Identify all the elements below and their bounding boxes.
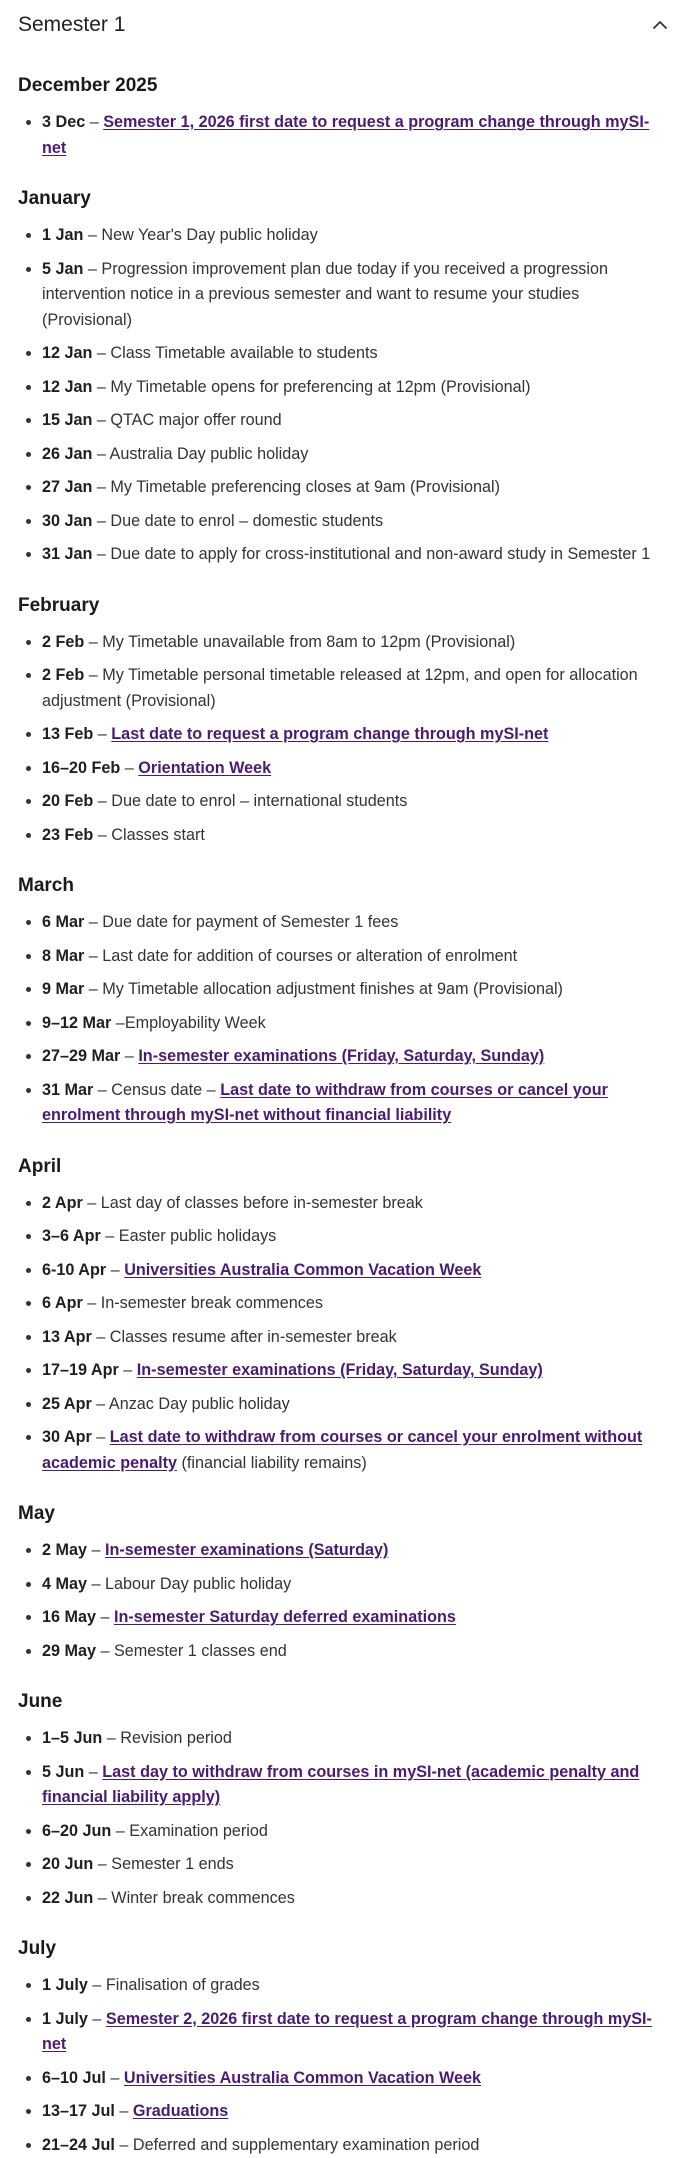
- event-text: In-semester break commences: [101, 1294, 323, 1312]
- event-separator: –: [92, 1428, 110, 1446]
- event-text: My Timetable opens for preferencing at 12pm (Provisional): [110, 378, 530, 396]
- event-separator: –: [83, 1294, 101, 1312]
- event-separator: –: [115, 2136, 133, 2154]
- event-date: 21–24 Jul: [42, 2136, 115, 2154]
- event-date: 13 Feb: [42, 725, 93, 743]
- event-item: [42, 442, 669, 468]
- event-item: [42, 1639, 669, 1665]
- event-text: My Timetable personal timetable released at 12pm, and open for allocation adjustment (Provisional): [42, 666, 638, 710]
- event-text: Revision period: [120, 1729, 232, 1747]
- event-link[interactable]: In-semester examinations (Friday, Saturday, Sunday): [137, 1361, 543, 1379]
- event-text: Progression improvement plan due today if you received a progression intervention notice in a previous semester and want to resume your studies (Provisional): [42, 260, 608, 329]
- month-heading: February: [18, 594, 669, 618]
- event-item: [42, 2066, 669, 2092]
- month-heading: July: [18, 1937, 669, 1961]
- event-date: 1 July: [42, 2010, 88, 2028]
- event-text: Examination period: [129, 1822, 268, 1840]
- event-link[interactable]: Last date to withdraw from courses or cancel your enrolment without academic penalty: [42, 1428, 642, 1472]
- event-date: 13–17 Jul: [42, 2102, 115, 2120]
- event-list: [18, 630, 669, 849]
- event-date: 9 Mar: [42, 980, 84, 998]
- event-link[interactable]: Last date to request a program change through mySI-net: [111, 725, 548, 743]
- event-separator: –: [96, 1642, 114, 1660]
- event-date: 29 May: [42, 1642, 96, 1660]
- event-item: [42, 1325, 669, 1351]
- event-separator: –: [115, 2102, 133, 2120]
- event-text: Australia Day public holiday: [110, 445, 309, 463]
- event-separator: –: [84, 947, 102, 965]
- event-date: 16 May: [42, 1608, 96, 1626]
- event-date: 1–5 Jun: [42, 1729, 102, 1747]
- event-text: Winter break commences: [111, 1889, 295, 1907]
- event-text: Due date to enrol – domestic students: [110, 512, 383, 530]
- event-list: [18, 1973, 669, 2158]
- event-date: 4 May: [42, 1575, 87, 1593]
- event-date: 9–12 Mar: [42, 1014, 111, 1032]
- event-separator: –: [92, 1328, 110, 1346]
- event-link[interactable]: In-semester Saturday deferred examinations: [114, 1608, 456, 1626]
- event-separator: –: [87, 1541, 105, 1559]
- event-item: [42, 2133, 669, 2158]
- event-date: 1 Jan: [42, 226, 83, 244]
- event-item: [42, 1538, 669, 1564]
- event-link[interactable]: Graduations: [133, 2102, 228, 2120]
- event-date: 12 Jan: [42, 344, 92, 362]
- event-separator: –: [84, 1763, 102, 1781]
- event-item: [42, 1760, 669, 1811]
- event-separator: –: [120, 759, 138, 777]
- event-text: Classes start: [111, 826, 205, 844]
- event-text: Easter public holidays: [119, 1227, 276, 1245]
- event-item: [42, 1572, 669, 1598]
- event-text: Last date for addition of courses or alteration of enrolment: [102, 947, 517, 965]
- event-item: [42, 475, 669, 501]
- event-text: Class Timetable available to students: [110, 344, 377, 362]
- event-date: 2 Feb: [42, 633, 84, 651]
- event-separator: –: [84, 633, 102, 651]
- event-item: [42, 341, 669, 367]
- event-item: [42, 663, 669, 714]
- event-date: 1 July: [42, 1976, 88, 1994]
- event-text: Semester 1 ends: [111, 1855, 233, 1873]
- event-text: Due date to apply for cross-institutional and non-award study in Semester 1: [110, 545, 650, 563]
- event-item: [42, 910, 669, 936]
- event-separator: –: [120, 1047, 138, 1065]
- event-separator: –: [92, 545, 110, 563]
- event-separator: –: [92, 478, 110, 496]
- event-list: [18, 110, 669, 161]
- month-heading: January: [18, 187, 669, 211]
- event-item: [42, 1358, 669, 1384]
- event-list: [18, 910, 669, 1129]
- accordion-title: Semester 1: [18, 13, 125, 37]
- month-heading: December 2025: [18, 74, 669, 98]
- event-link[interactable]: In-semester examinations (Saturday): [105, 1541, 388, 1559]
- event-item: [42, 375, 669, 401]
- event-item: [42, 1224, 669, 1250]
- event-date: 15 Jan: [42, 411, 92, 429]
- event-text: Due date for payment of Semester 1 fees: [102, 913, 398, 931]
- event-separator: –: [93, 1889, 111, 1907]
- event-separator: –: [106, 1261, 124, 1279]
- event-date: 2 Apr: [42, 1194, 83, 1212]
- event-separator: –: [111, 1014, 125, 1032]
- event-separator: –: [92, 1395, 109, 1413]
- event-date: 30 Apr: [42, 1428, 92, 1446]
- event-item: [42, 789, 669, 815]
- event-note: (financial liability remains): [177, 1454, 367, 1472]
- event-date: 12 Jan: [42, 378, 92, 396]
- event-separator: –: [88, 2010, 106, 2028]
- event-item: [42, 1425, 669, 1476]
- event-item: [42, 1078, 669, 1129]
- event-item: [42, 2099, 669, 2125]
- event-link[interactable]: Universities Australia Common Vacation Week: [124, 2069, 481, 2087]
- event-link[interactable]: Last day to withdraw from courses in mySI-net (academic penalty and financial liability apply): [42, 1763, 639, 1807]
- event-text: New Year's Day public holiday: [101, 226, 317, 244]
- event-separator: –: [111, 1822, 129, 1840]
- event-list: [18, 223, 669, 568]
- event-link[interactable]: Universities Australia Common Vacation Week: [124, 1261, 481, 1279]
- event-separator: –: [83, 260, 101, 278]
- event-item: [42, 542, 669, 568]
- event-item: [42, 823, 669, 849]
- event-list: [18, 1726, 669, 1911]
- event-text: Anzac Day public holiday: [109, 1395, 290, 1413]
- event-separator: –: [106, 2069, 124, 2087]
- event-item: [42, 1605, 669, 1631]
- month-heading: June: [18, 1690, 669, 1714]
- event-date: 6 Mar: [42, 913, 84, 931]
- event-date: 27–29 Mar: [42, 1047, 120, 1065]
- event-item: [42, 1191, 669, 1217]
- event-link[interactable]: In-semester examinations (Friday, Saturday, Sunday): [138, 1047, 544, 1065]
- event-date: 26 Jan: [42, 445, 92, 463]
- event-separator: –: [96, 1608, 114, 1626]
- event-separator: –: [84, 666, 102, 684]
- event-text: QTAC major offer round: [110, 411, 281, 429]
- event-text: Finalisation of grades: [106, 1976, 260, 1994]
- month-heading: April: [18, 1155, 669, 1179]
- event-item: [42, 944, 669, 970]
- event-separator: –: [83, 226, 101, 244]
- event-separator: –: [83, 1194, 101, 1212]
- event-item: [42, 756, 669, 782]
- event-list: [18, 1538, 669, 1664]
- event-item: [42, 257, 669, 334]
- event-date: 13 Apr: [42, 1328, 92, 1346]
- event-text: Classes resume after in-semester break: [110, 1328, 397, 1346]
- event-text: Labour Day public holiday: [105, 1575, 291, 1593]
- event-text: Last day of classes before in-semester break: [101, 1194, 423, 1212]
- event-item: [42, 1852, 669, 1878]
- event-text: Due date to enrol – international students: [111, 792, 407, 810]
- event-date: 6–10 Jul: [42, 2069, 106, 2087]
- event-item: [42, 1726, 669, 1752]
- event-date: 6–20 Jun: [42, 1822, 111, 1840]
- event-text: My Timetable unavailable from 8am to 12pm (Provisional): [102, 633, 515, 651]
- event-date: 31 Mar: [42, 1081, 93, 1099]
- event-item: [42, 1886, 669, 1912]
- event-separator: –: [101, 1227, 119, 1245]
- accordion-header[interactable]: [0, 0, 687, 50]
- event-separator: –: [92, 344, 110, 362]
- event-text: Employability Week: [125, 1014, 266, 1032]
- event-separator: –: [92, 445, 109, 463]
- event-separator: –: [84, 913, 102, 931]
- event-separator: –: [92, 378, 110, 396]
- event-item: [42, 408, 669, 434]
- event-date: 3–6 Apr: [42, 1227, 101, 1245]
- event-item: [42, 1044, 669, 1070]
- event-date: 5 Jan: [42, 260, 83, 278]
- event-separator: –: [102, 1729, 120, 1747]
- event-date: 25 Apr: [42, 1395, 92, 1413]
- event-date: 8 Mar: [42, 947, 84, 965]
- event-text: My Timetable allocation adjustment finishes at 9am (Provisional): [102, 980, 563, 998]
- event-separator: –: [85, 113, 103, 131]
- event-date: 5 Jun: [42, 1763, 84, 1781]
- event-separator: –: [92, 411, 110, 429]
- event-date: 31 Jan: [42, 545, 92, 563]
- event-date: 27 Jan: [42, 478, 92, 496]
- month-heading: March: [18, 874, 669, 898]
- event-item: [42, 1291, 669, 1317]
- event-date: 30 Jan: [42, 512, 92, 530]
- event-text: Deferred and supplementary examination period: [133, 2136, 479, 2154]
- event-date: 2 Feb: [42, 666, 84, 684]
- event-list: [18, 1191, 669, 1477]
- event-text: My Timetable preferencing closes at 9am (Provisional): [110, 478, 500, 496]
- event-date: 16–20 Feb: [42, 759, 120, 777]
- event-item: [42, 509, 669, 535]
- event-date: 20 Jun: [42, 1855, 93, 1873]
- event-item: [42, 1973, 669, 1999]
- event-date: 3 Dec: [42, 113, 85, 131]
- event-item: [42, 1819, 669, 1845]
- event-item: [42, 110, 669, 161]
- event-date: 17–19 Apr: [42, 1361, 119, 1379]
- event-separator: –: [93, 725, 111, 743]
- event-item: [42, 722, 669, 748]
- event-separator: –: [93, 1855, 111, 1873]
- chevron-up-icon[interactable]: [651, 16, 669, 34]
- event-date: 22 Jun: [42, 1889, 93, 1907]
- event-link[interactable]: Semester 2, 2026 first date to request a program change through mySI-net: [42, 2010, 652, 2054]
- event-date: 20 Feb: [42, 792, 93, 810]
- event-separator: –: [87, 1575, 105, 1593]
- event-item: [42, 1258, 669, 1284]
- event-item: [42, 1011, 669, 1037]
- event-separator: –: [84, 980, 102, 998]
- event-item: [42, 977, 669, 1003]
- event-date: 6-10 Apr: [42, 1261, 106, 1279]
- event-item: [42, 223, 669, 249]
- event-separator: –: [119, 1361, 137, 1379]
- event-item: [42, 1392, 669, 1418]
- calendar-content: [0, 74, 687, 2158]
- event-text: Census date –: [111, 1081, 220, 1099]
- event-text: Semester 1 classes end: [114, 1642, 287, 1660]
- event-link[interactable]: Last date to withdraw from courses or cancel your enrolment through mySI-net without financial liability: [42, 1081, 608, 1125]
- event-separator: –: [88, 1976, 106, 1994]
- event-date: 23 Feb: [42, 826, 93, 844]
- event-link[interactable]: Semester 1, 2026 first date to request a program change through mySI-net: [42, 113, 649, 157]
- event-item: [42, 2007, 669, 2058]
- event-separator: –: [93, 1081, 111, 1099]
- month-heading: May: [18, 1502, 669, 1526]
- event-separator: –: [92, 512, 110, 530]
- event-separator: –: [93, 826, 111, 844]
- event-link[interactable]: Orientation Week: [138, 759, 271, 777]
- event-date: 6 Apr: [42, 1294, 83, 1312]
- event-separator: –: [93, 792, 111, 810]
- event-date: 2 May: [42, 1541, 87, 1559]
- event-item: [42, 630, 669, 656]
